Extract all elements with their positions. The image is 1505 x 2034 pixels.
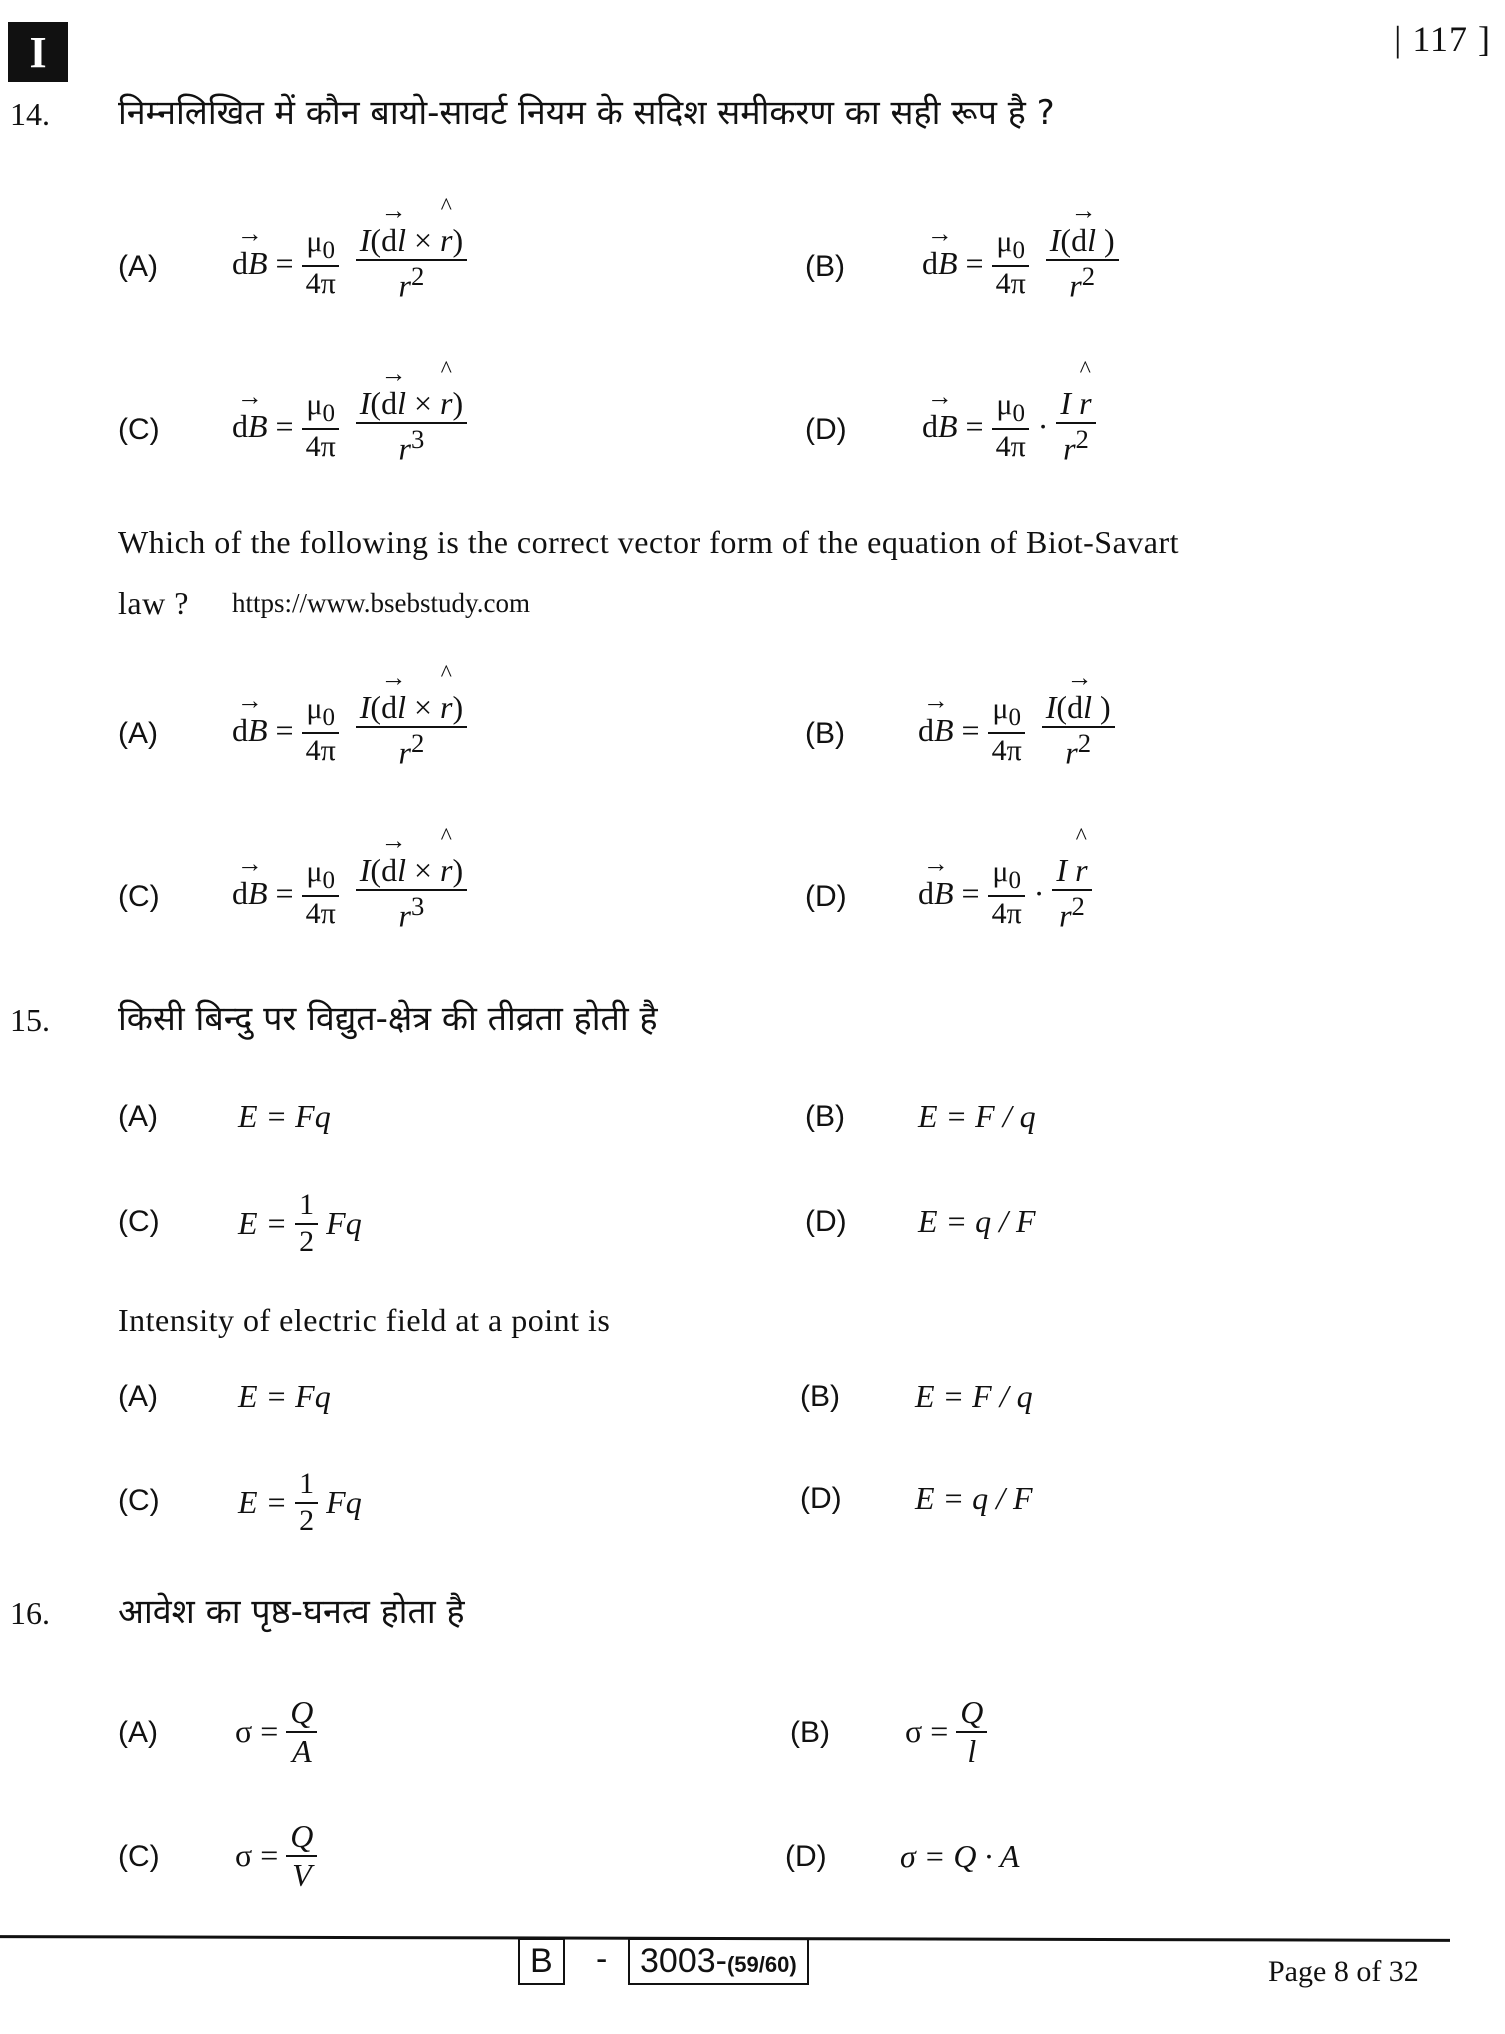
paper-code-suffix: (59/60) <box>726 1952 797 1977</box>
q15-en-option-d-text: E = q / F <box>915 1480 1033 1516</box>
q15-hi-option-a-text: E = Fq <box>238 1098 331 1134</box>
q14-en-option-c-equation: → dB = $\frac{\mu_0}{4\pi}$ $\frac{I(\to dl \times \^{} r)}{r^3}$ <box>232 852 475 934</box>
q15-en-option-a-text: E = Fq <box>238 1378 331 1414</box>
q14-en-option-a-equation: → dB = $\frac{\mu_0}{4\pi}$ $\frac{I(\to dl \times \^{} r)}{r^2}$ <box>232 689 475 771</box>
question-15-english: Intensity of electric field at a point is <box>118 1302 611 1338</box>
q15-en-option-a-label[interactable]: (A) <box>118 1380 158 1413</box>
q16-option-c-equation: σ = $\frac{Q}{V}$ <box>235 1818 325 1894</box>
q16-option-d-label[interactable]: (D) <box>785 1840 827 1873</box>
q15-en-option-d-label[interactable]: (D) <box>800 1482 842 1515</box>
q14-hi-option-a-label[interactable]: (A) <box>118 250 158 283</box>
q14-en-option-d-label[interactable]: (D) <box>805 880 847 913</box>
question-15-number: 15. <box>10 1002 50 1038</box>
q14-hi-option-d-equation: → dB = $\frac{\mu_0}{4\pi}$ · $\frac{I \^{} r}{r^2}$ <box>922 385 1104 467</box>
q16-option-b-equation: σ = $\frac{Q}{l}$ <box>905 1694 995 1770</box>
q15-hi-option-b-text: E = F / q <box>918 1098 1036 1134</box>
q14-hi-option-d-label[interactable]: (D) <box>805 413 847 446</box>
set-code-badge: I <box>8 22 68 82</box>
q14-hi-option-c-label[interactable]: (C) <box>118 413 160 446</box>
q15-hi-option-d-label[interactable]: (D) <box>805 1205 847 1238</box>
q14-hi-option-c-equation: → dB = $\frac{\mu_0}{4\pi}$ $\frac{I(\to dl \times \^{} r)}{r^3}$ <box>232 385 475 467</box>
watermark-url: https://www.bsebstudy.com <box>232 588 530 618</box>
paper-code-box <box>628 1938 809 1985</box>
question-15-hindi: किसी बिन्दु पर विद्युत-क्षेत्र की तीव्रता होती है <box>118 999 658 1039</box>
q16-option-d-text: σ = Q · A <box>900 1838 1020 1874</box>
question-14-hindi: निम्नलिखित में कौन बायो-सावर्ट नियम के सदिश समीकरण का सही रूप है ? <box>118 93 1055 133</box>
q16-option-a-equation: σ = $\frac{Q}{A}$ <box>235 1694 325 1770</box>
q15-hi-option-a-label[interactable]: (A) <box>118 1100 158 1133</box>
q16-option-a-label[interactable]: (A) <box>118 1716 158 1749</box>
question-14-english-line1: Which of the following is the correct vector form of the equation of Biot-Savart <box>118 524 1180 560</box>
q14-en-option-d-equation: → dB = $\frac{\mu_0}{4\pi}$ · $\frac{I \^{} r}{r^2}$ <box>918 852 1100 934</box>
q15-en-option-c-label[interactable]: (C) <box>118 1484 160 1517</box>
q14-en-option-a-label[interactable]: (A) <box>118 717 158 750</box>
q14-en-option-b-equation: → dB = $\frac{\mu_0}{4\pi}$ $\frac{I(\to dl )}{r^2}$ <box>918 689 1123 771</box>
page-of-total: Page 8 of 32 <box>1268 1955 1419 1988</box>
q15-hi-option-b-label[interactable]: (B) <box>805 1100 845 1133</box>
q14-en-option-c-label[interactable]: (C) <box>118 880 160 913</box>
page-marker: | 117 ] <box>1394 19 1491 59</box>
q15-hi-option-d-text: E = q / F <box>918 1203 1036 1239</box>
q14-hi-option-a-equation: → dB = $\frac{\mu_0}{4\pi}$ $\frac{I(\to dl \times \^{} r)}{r^2}$ <box>232 222 475 304</box>
q16-option-c-label[interactable]: (C) <box>118 1840 160 1873</box>
q15-hi-option-c-label[interactable]: (C) <box>118 1205 160 1238</box>
question-14-english-line2: law ? <box>118 585 189 621</box>
question-14-number: 14. <box>10 96 50 132</box>
q15-en-option-b-text: E = F / q <box>915 1378 1033 1414</box>
q15-en-option-c-equation: E = $\frac{1}{2}$ Fq <box>238 1467 362 1537</box>
footer-dash: - <box>596 1940 608 1978</box>
q15-en-option-b-label[interactable]: (B) <box>800 1380 840 1413</box>
series-code-box: B <box>518 1938 565 1985</box>
question-16-hindi: आवेश का पृष्ठ-घनत्व होता है <box>118 1592 465 1632</box>
question-16-number: 16. <box>10 1595 50 1631</box>
q14-hi-option-b-label[interactable]: (B) <box>805 250 845 283</box>
q14-en-option-b-label[interactable]: (B) <box>805 717 845 750</box>
q16-option-b-label[interactable]: (B) <box>790 1716 830 1749</box>
q15-hi-option-c-equation: E = $\frac{1}{2}$ Fq <box>238 1188 362 1258</box>
paper-code: 3003- <box>640 1942 727 1980</box>
q14-hi-option-b-equation: → dB = $\frac{\mu_0}{4\pi}$ $\frac{I(\to dl )}{r^2}$ <box>922 222 1127 304</box>
